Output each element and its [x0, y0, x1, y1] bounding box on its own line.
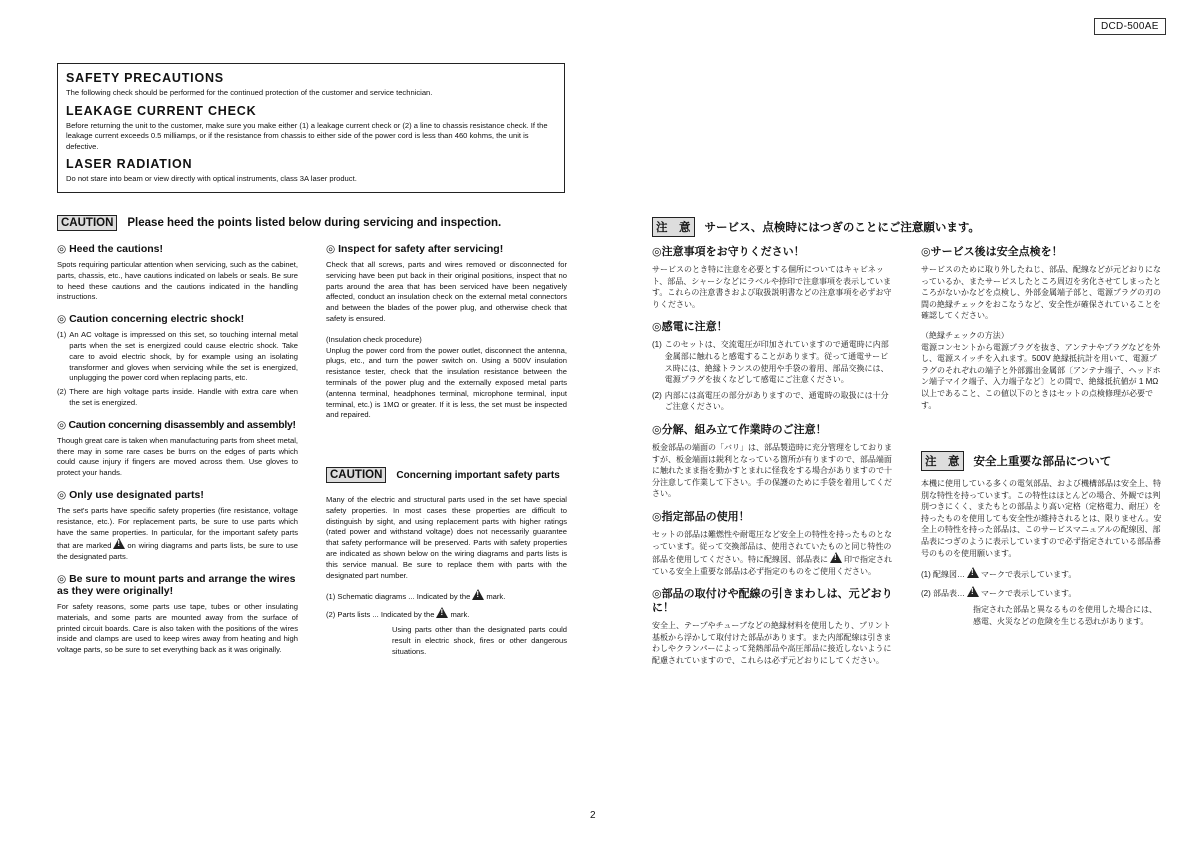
- note-text: Using parts other than the designated parts could result in electric shock, fires or other dangerous situations.: [392, 624, 567, 656]
- paragraph: Unplug the power cord from the power outlet, disconnect the antenna, plugs, etc., and turn the power switch on. Using a 500V insulation resistance tester, check that the insulation resistance between the terminals of the power plug and the externally exposed metal parts (antenna terminal, headphones terminal, microphone terminal, input terminal, etc.) is 1MΩ or greater. If it is less, the set must be inspected and repaired.: [326, 345, 567, 420]
- warning-triangle-icon: [436, 607, 448, 618]
- list-line: (1) 配線図…! マークで表示しています。: [921, 567, 1164, 581]
- paragraph: Though great care is taken when manufacturing parts from sheet metal, there may in some rare cases be burrs on the edges of parts which could cause injury if fingers are moved across them. Use gloves to protect your hands.: [57, 435, 298, 478]
- caution-tag: 注 意: [652, 217, 695, 237]
- section-heading: ◎ Heed the cautions!: [57, 243, 164, 255]
- section-heading: ◎分解、組み立て作業時のご注意！: [652, 423, 827, 436]
- paragraph-title: (Insulation check procedure): [326, 334, 422, 344]
- warning-triangle-icon: [113, 538, 125, 549]
- caution-heading-text: 安全上重要な部品について: [973, 456, 1112, 468]
- paragraph: 安全上、テープやチューブなどの絶縁材料を使用したり、プリント基板から浮かして取付けた部品があります。また内部配線は引きまわしやクランパーによって発熱部品や高圧部品に接近しないように配慮されていますので、これらは必ず元どおりにしてください。: [652, 621, 892, 666]
- caution-heading-text: サービス、点検時にはつぎのことにご注意願います。: [704, 222, 980, 234]
- list-item: (2) 内部には高電圧の部分がありますので、通電時の取扱には十分ご注意ください。: [652, 390, 889, 412]
- paragraph: セットの部品は難燃性や耐電圧など安全上の特性を持ったものとなっています。従って交換部品は、使用されていたものと同じ特性の部品を使用してください。特に配線図、部品表に! 印で指定されている安全上重要な部品は必ず指定のものをご使用ください。: [652, 529, 895, 577]
- list-line: (1) Schematic diagrams ... Indicated by the! mark.: [326, 589, 567, 603]
- model-number: DCD-500AE: [1094, 18, 1166, 35]
- section-heading: ◎ Caution concerning electric shock!: [57, 313, 245, 326]
- en-right-column-lower: [326, 495, 567, 661]
- caution-heading-parts-en: [326, 467, 560, 483]
- safety-text: The following check should be performed for the continued protection of the customer and service technician.: [66, 88, 433, 97]
- caution-heading-jp: [652, 217, 980, 237]
- paragraph: Many of the electric and structural parts used in the set have special safety properties. In most cases these properties are difficult to distinguish by sight, and using replacement parts with higher ratings (rated power and withstand voltage) does not necessarily guarantee that safety performance will be preserved. Parts with safety properties are indicated as shown below on the wiring diagrams and parts lists is this service manual. Be sure to replace them with parts with the designated part number.: [326, 495, 567, 580]
- leakage-text: Before returning the unit to the customer, make sure you make either (1) a leakage current check or (2) a line to chassis resistance check. If the leakage current exceeds 0.5 milliamps, or if the resistance from chassis to either side of the power cord is less than 460 kohms, the unit is defective.: [66, 120, 548, 151]
- section-heading: ◎ Caution concerning disassembly and assembly!: [57, 418, 296, 431]
- caution-tag: 注 意: [921, 451, 964, 471]
- paragraph: 板金部品の端面の「バリ」は、部品製造時に充分管理をしておりますが、板金端面は鋭利となっている箇所が有りますので、部品端面に触れたまま指を動かすとまれに怪我をする場合がありますので十分注意して作業して下さい。手の保護のために手袋を着用してください。: [652, 442, 892, 499]
- paragraph: 電源コンセントから電源プラグを抜き、アンテナやプラグなどを外し、電源スイッチを入れます。500V 絶縁抵抗計を用いて、電源プラグのそれぞれの端子と外部露出金属部〔アンテナ端子、ヘッドホン端子マイク端子、入力端子など〕との間で、絶縁抵抗値が 1 MΩ 以上であること、この値以下のときはセットの点検修理が必要です。: [921, 342, 1161, 410]
- paragraph: 本機に使用している多くの電気部品、および機構部品は安全上、特別な特性を持っています。この特性はほとんどの場合、外観では判別つきにくく、またもとの部品より高い定格（定格電力、耐圧）を持ったものを使用しても安全性が維持されるとは、限りません。安全上の特性を持った部品は、このサービスマニュアルの配線図、部品表につぎのように表示していますので必ず指定されている部品番号のものを使用願います。: [921, 479, 1162, 558]
- caution-heading-parts-jp: [921, 451, 1111, 471]
- jp-right-column: [921, 235, 1164, 416]
- paragraph: Spots requiring particular attention when servicing, such as the cabinet, parts, chassis, etc., have cautions indicated on labels or seals. Be sure to heed these cautions and the cautions indicated in the handling instructions.: [57, 260, 298, 302]
- list-line: (2) Parts lists ... Indicated by the! mark.: [326, 607, 567, 621]
- section-heading: ◎注意事項をお守りください！: [652, 246, 805, 258]
- section-heading: ◎ Only use designated parts!: [57, 488, 204, 501]
- paragraph-title: （絶縁チェックの方法）: [921, 330, 1009, 340]
- paragraph: サービスのとき特に注意を必要とする個所についてはキャビネット、部品、シャーシなどにラベルや捺印で注意事項を表示しています。これらの注意書きおよび取扱説明書などの注意事項を必ずお守りください。: [652, 265, 892, 309]
- jp-right-column-lower: [921, 478, 1164, 633]
- warning-triangle-icon: [967, 567, 979, 578]
- safety-title: SAFETY PRECAUTIONS: [66, 71, 224, 85]
- warning-triangle-icon: [472, 589, 484, 600]
- paragraph: The set's parts have specific safety properties (fire resistance, voltage resistance, etc.). For replacement parts, be sure to use parts which have the same properties. In particular, for the important safety parts that are marked! on wiring diagrams and parts lists, be sure to use the designated parts.: [57, 506, 298, 563]
- caution-tag: CAUTION: [326, 467, 386, 483]
- list-item: (1) An AC voltage is impressed on this set, so touching internal metal parts when the set is energized could cause electric shock. Take care to avoid electric shock, by for example using an isolating transformer and gloves when servicing while the set is energized, unplugging the power cord when replacing parts, etc.: [57, 330, 298, 383]
- caution-heading-text: Please heed the points listed below during servicing and inspection.: [127, 217, 502, 229]
- section-heading: ◎サービス後は安全点検を！: [921, 246, 1063, 258]
- paragraph: Check that all screws, parts and wires removed or disconnected for servicing have been put back in their original positions, inspect that no parts around the area that has been serviced have been negatively affected, conduct an insulation check on the external metal connectors and between the blades of the power plug, and otherwise check that safety is ensured.: [326, 260, 567, 323]
- en-right-column: [326, 233, 567, 425]
- section-heading: ◎感電に注意！: [652, 321, 728, 334]
- warning-triangle-icon: [967, 586, 979, 597]
- section-heading: ◎ Be sure to mount parts and arrange the wires as they were originally!: [57, 572, 296, 597]
- section-heading: ◎指定部品の使用！: [652, 510, 750, 523]
- page-number: 2: [590, 810, 596, 821]
- laser-title: LASER RADIATION: [66, 157, 193, 172]
- paragraph: サービスのために取り外したねじ、部品、配線などが元どおりになっているか、またサービスしたところ周辺を劣化させてしまったところがないかなどを点検し、外部金属端子部と、電源プラグの刃の間の絶縁チェックをおこなうなど、安全性が確保されていることを確認してください。: [921, 265, 1161, 321]
- caution-heading-text: Concerning important safety parts: [396, 469, 560, 481]
- list-item: (2) There are high voltage parts inside. Handle with extra care when the set is energized.: [57, 387, 298, 407]
- safety-precautions-box: [57, 63, 565, 193]
- section-heading: ◎ Inspect for safety after servicing!: [326, 243, 504, 255]
- section-heading: ◎部品の取付けや配線の引きまわしは、元どおりに！: [652, 588, 893, 615]
- note-text: 指定された部品と異なるものを使用した場合には、感電、火災などの危険を生じる恐れがあります。: [973, 605, 1157, 626]
- en-left-column: [57, 233, 298, 660]
- caution-tag: CAUTION: [57, 215, 117, 231]
- caution-heading-en: [57, 215, 501, 231]
- leakage-title: LEAKAGE CURRENT CHECK: [66, 103, 257, 118]
- paragraph: For safety reasons, some parts use tape, tubes or other insulating materials, and some parts are mounted away from the surface of printed circuit boards. Care is also taken with the positions of the wires inside and clamps are used to keep wires away from heating and high voltage parts, so be sure to set everything back as it was originally.: [57, 601, 298, 655]
- jp-left-column: [652, 235, 895, 672]
- list-item: (1) このセットは、交流電圧が印加されていますので通電時に内部金属部に触れると感電することがあります。従って通電サービス時には、絶縁トランスの使用や手袋の着用、部品交換には、電源プラグを抜くなどして感電にご注意ください。: [652, 340, 889, 385]
- warning-triangle-icon: [830, 552, 842, 563]
- list-line: (2) 部品表…! マークで表示しています。: [921, 586, 1164, 600]
- laser-text: Do not stare into beam or view directly with optical instruments, class 3A laser product.: [66, 174, 357, 184]
